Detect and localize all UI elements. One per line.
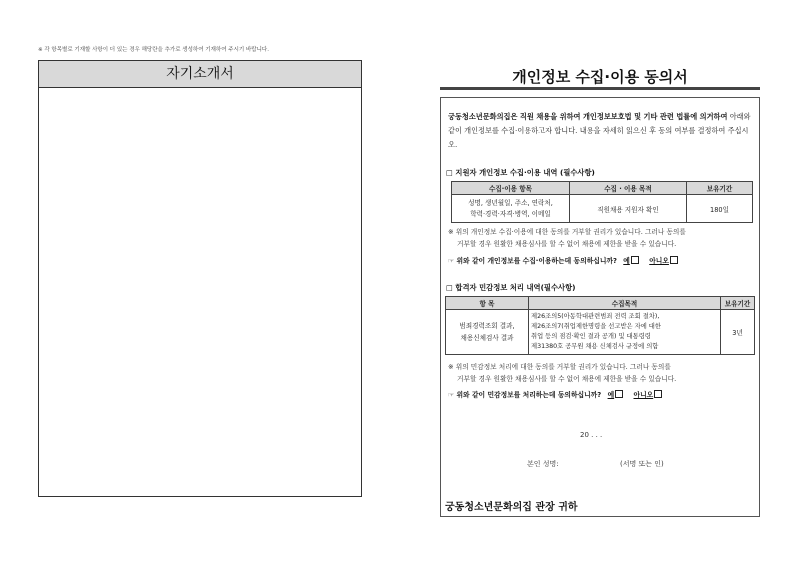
s2-header-period: 보유기간 [721, 297, 755, 310]
s2-purpose-line4: 제31380호 공무원 채용 신체검사 규정에 의함 [531, 343, 659, 350]
checkbox-icon[interactable] [615, 390, 623, 398]
s2-item-line2: 채용신체검사 결과 [460, 334, 514, 342]
s1-cell-purpose: 직원채용 지원자 확인 [570, 195, 687, 223]
signature-label: 본인 성명: [527, 460, 559, 468]
s2-no-option[interactable]: 아니오 [634, 391, 663, 399]
s1-items-line2: 학력·경력·자격·병역, 이메일 [470, 209, 551, 218]
title-underline [440, 87, 760, 90]
date-field[interactable]: 20 . . . [580, 431, 603, 439]
section2-heading: □ 합격자 민감정보 처리 내역(필수사항) [446, 283, 576, 292]
s1-no-option[interactable]: 아니오 [649, 257, 678, 265]
s2-header-purpose: 수집목적 [529, 297, 721, 310]
s2-yes-option[interactable]: 예 [608, 391, 624, 399]
s2-purpose-line3: 취업 등의 점검·확인 결과 공개) 및 대통령령 [531, 333, 651, 340]
signature-field[interactable]: (서명 또는 인) [620, 460, 664, 468]
section2-refusal-note [448, 362, 758, 385]
section2-table [445, 296, 755, 355]
s1-cell-items [452, 195, 570, 223]
s1-header-items: 수집·이용 항목 [452, 182, 570, 195]
consent-intro [448, 110, 753, 152]
table-row [452, 195, 753, 223]
checkbox-icon[interactable] [654, 390, 662, 398]
s2-note-line2: 거부할 경우 원활한 채용심사를 할 수 없어 채용에 제한을 받을 수 있습니다. [457, 374, 677, 383]
s1-header-period: 보유기간 [687, 182, 753, 195]
s2-note-line1: ※ 위의 민감정보 처리에 대한 동의를 거부할 권리가 있습니다. 그러나 동의를 [448, 363, 671, 371]
self-introduction-title: 자기소개서 [39, 61, 361, 88]
checkbox-icon[interactable] [631, 256, 639, 264]
intro-rest-text: 아래와 같이 개인정보를 수집·이용하고자 합니다. 내용을 자세히 읽으신 후 동의 여부를 결정하여 주십시오. [448, 112, 751, 149]
s2-item-line1: 범죄경력조회 결과, [459, 322, 515, 330]
section1-consent-question [448, 255, 678, 265]
instruction-note: ※ 각 항목별로 기재할 사항이 더 있는 경우 해당란을 추가로 생성하여 기재하여 주시기 바랍니다. [38, 47, 269, 53]
s2-purpose-line1: 제26조의5(아동학대관련범죄 전력 조회 절차), [531, 313, 660, 320]
intro-bold-text: 궁동청소년문화의집은 직원 채용을 위하여 개인정보보호법 및 기타 관련 법률에 의거하여 [448, 112, 728, 121]
self-introduction-box[interactable] [38, 60, 362, 497]
section1-table [451, 181, 753, 223]
s1-note-line1: ※ 위의 개인정보 수집·이용에 대한 동의를 거부할 권리가 있습니다. 그러나 동의를 [448, 228, 686, 236]
table-row [446, 310, 755, 355]
addressee: 궁동청소년문화의집 관장 귀하 [445, 502, 578, 513]
s1-question-text: ☞ 위와 같이 개인정보를 수집·이용하는데 동의하십니까? [448, 257, 617, 265]
section2-consent-question [448, 389, 662, 399]
consent-form-title: 개인정보 수집·이용 동의서 [512, 68, 688, 86]
s2-cell-item [446, 310, 529, 355]
s1-cell-period: 180일 [687, 195, 753, 223]
s2-cell-period: 3년 [721, 310, 755, 355]
checkbox-icon[interactable] [670, 256, 678, 264]
s1-header-purpose: 수집 · 이용 목적 [570, 182, 687, 195]
s2-question-text: ☞ 위와 같이 민감정보를 처리하는데 동의하십니까? [448, 391, 602, 399]
s2-cell-purpose [529, 310, 721, 355]
s1-items-line1: 성명, 생년월일, 주소, 연락처, [468, 198, 553, 207]
s1-yes-option[interactable]: 예 [623, 257, 639, 265]
s2-purpose-line2: 제26조의7(취업제한명령을 선고받은 자에 대한 [531, 323, 661, 330]
s2-header-item: 항 목 [446, 297, 529, 310]
section1-refusal-note [448, 227, 758, 250]
section1-heading: □ 지원자 개인정보 수집·이용 내역 (필수사항) [446, 168, 595, 177]
s1-note-line2: 거부할 경우 원활한 채용심사를 할 수 없어 채용에 제한을 받을 수 있습니다. [457, 239, 677, 248]
